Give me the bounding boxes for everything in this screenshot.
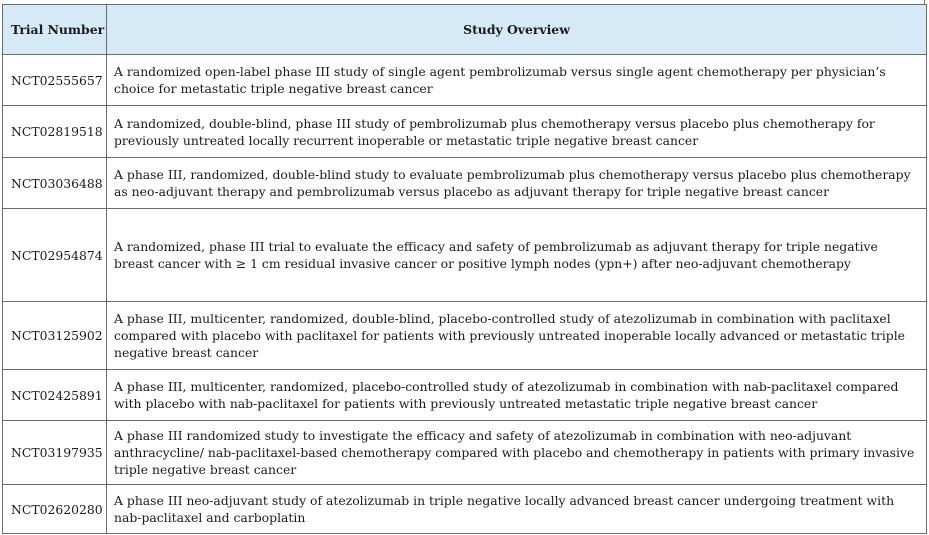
table-row — [3, 370, 927, 421]
table-row — [3, 485, 927, 534]
study-overview-cell: A randomized open-label phase III study of single agent pembrolizumab versus single agent chemotherapy per physician’s choice for metastatic triple negative breast cancer — [107, 55, 927, 106]
study-overview-cell: A phase III, multicenter, randomized, placebo-controlled study of atezolizumab in combination with nab-paclitaxel compared with placebo with nab-paclitaxel for patients with previously untreated metastatic triple negative breast cancer — [107, 370, 927, 421]
table-row — [3, 55, 927, 106]
table-header — [3, 5, 927, 55]
study-overview-cell: A phase III, multicenter, randomized, double-blind, placebo-controlled study of atezolizumab in combination with paclitaxel compared with placebo with paclitaxel for patients with previously untreated inoperable locally advanced or metastatic triple negative breast cancer — [107, 302, 927, 370]
table-row — [3, 421, 927, 485]
table-row — [3, 209, 927, 302]
study-overview-cell: A randomized, double-blind, phase III study of pembrolizumab plus chemotherapy versus placebo plus chemotherapy for previously untreated locally recurrent inoperable or metastatic triple negative breast cancer — [107, 106, 927, 158]
trial-number-header: Trial Number — [3, 5, 107, 55]
trial-number-cell: NCT02620280 — [3, 485, 107, 534]
trial-number-cell: NCT03197935 — [3, 421, 107, 485]
study-overview-cell: A phase III, randomized, double-blind study to evaluate pembrolizumab plus chemotherapy versus placebo plus chemotherapy as neo-adjuvant therapy and pembrolizumab versus placebo as adjuvant therapy for triple negative breast cancer — [107, 158, 927, 209]
study-overview-cell: A randomized, phase III trial to evaluate the efficacy and safety of pembrolizumab as adjuvant therapy for triple negative breast cancer with ≥ 1 cm residual invasive cancer or positive lymph nodes (ypn+) after neo-adjuvant chemotherapy — [107, 209, 927, 302]
trial-number-cell: NCT02954874 — [3, 209, 107, 302]
table-body — [3, 55, 927, 534]
study-overview-header: Study Overview — [107, 5, 927, 55]
trial-number-cell: NCT02819518 — [3, 106, 107, 158]
study-overview-cell: A phase III neo-adjuvant study of atezolizumab in triple negative locally advanced breast cancer undergoing treatment with nab-paclitaxel and carboplatin — [107, 485, 927, 534]
table-row — [3, 302, 927, 370]
study-overview-cell: A phase III randomized study to investigate the efficacy and safety of atezolizumab in combination with neo-adjuvant anthracycline/ nab-paclitaxel-based chemotherapy compared with placebo and chemotherapy in patients with primary invasive triple negative breast cancer — [107, 421, 927, 485]
table-row — [3, 106, 927, 158]
trial-number-cell: NCT03125902 — [3, 302, 107, 370]
header-row — [3, 5, 927, 55]
trial-number-cell: NCT02425891 — [3, 370, 107, 421]
trials-table — [2, 4, 927, 534]
table-row — [3, 158, 927, 209]
trial-number-cell: NCT03036488 — [3, 158, 107, 209]
trial-number-cell: NCT02555657 — [3, 55, 107, 106]
